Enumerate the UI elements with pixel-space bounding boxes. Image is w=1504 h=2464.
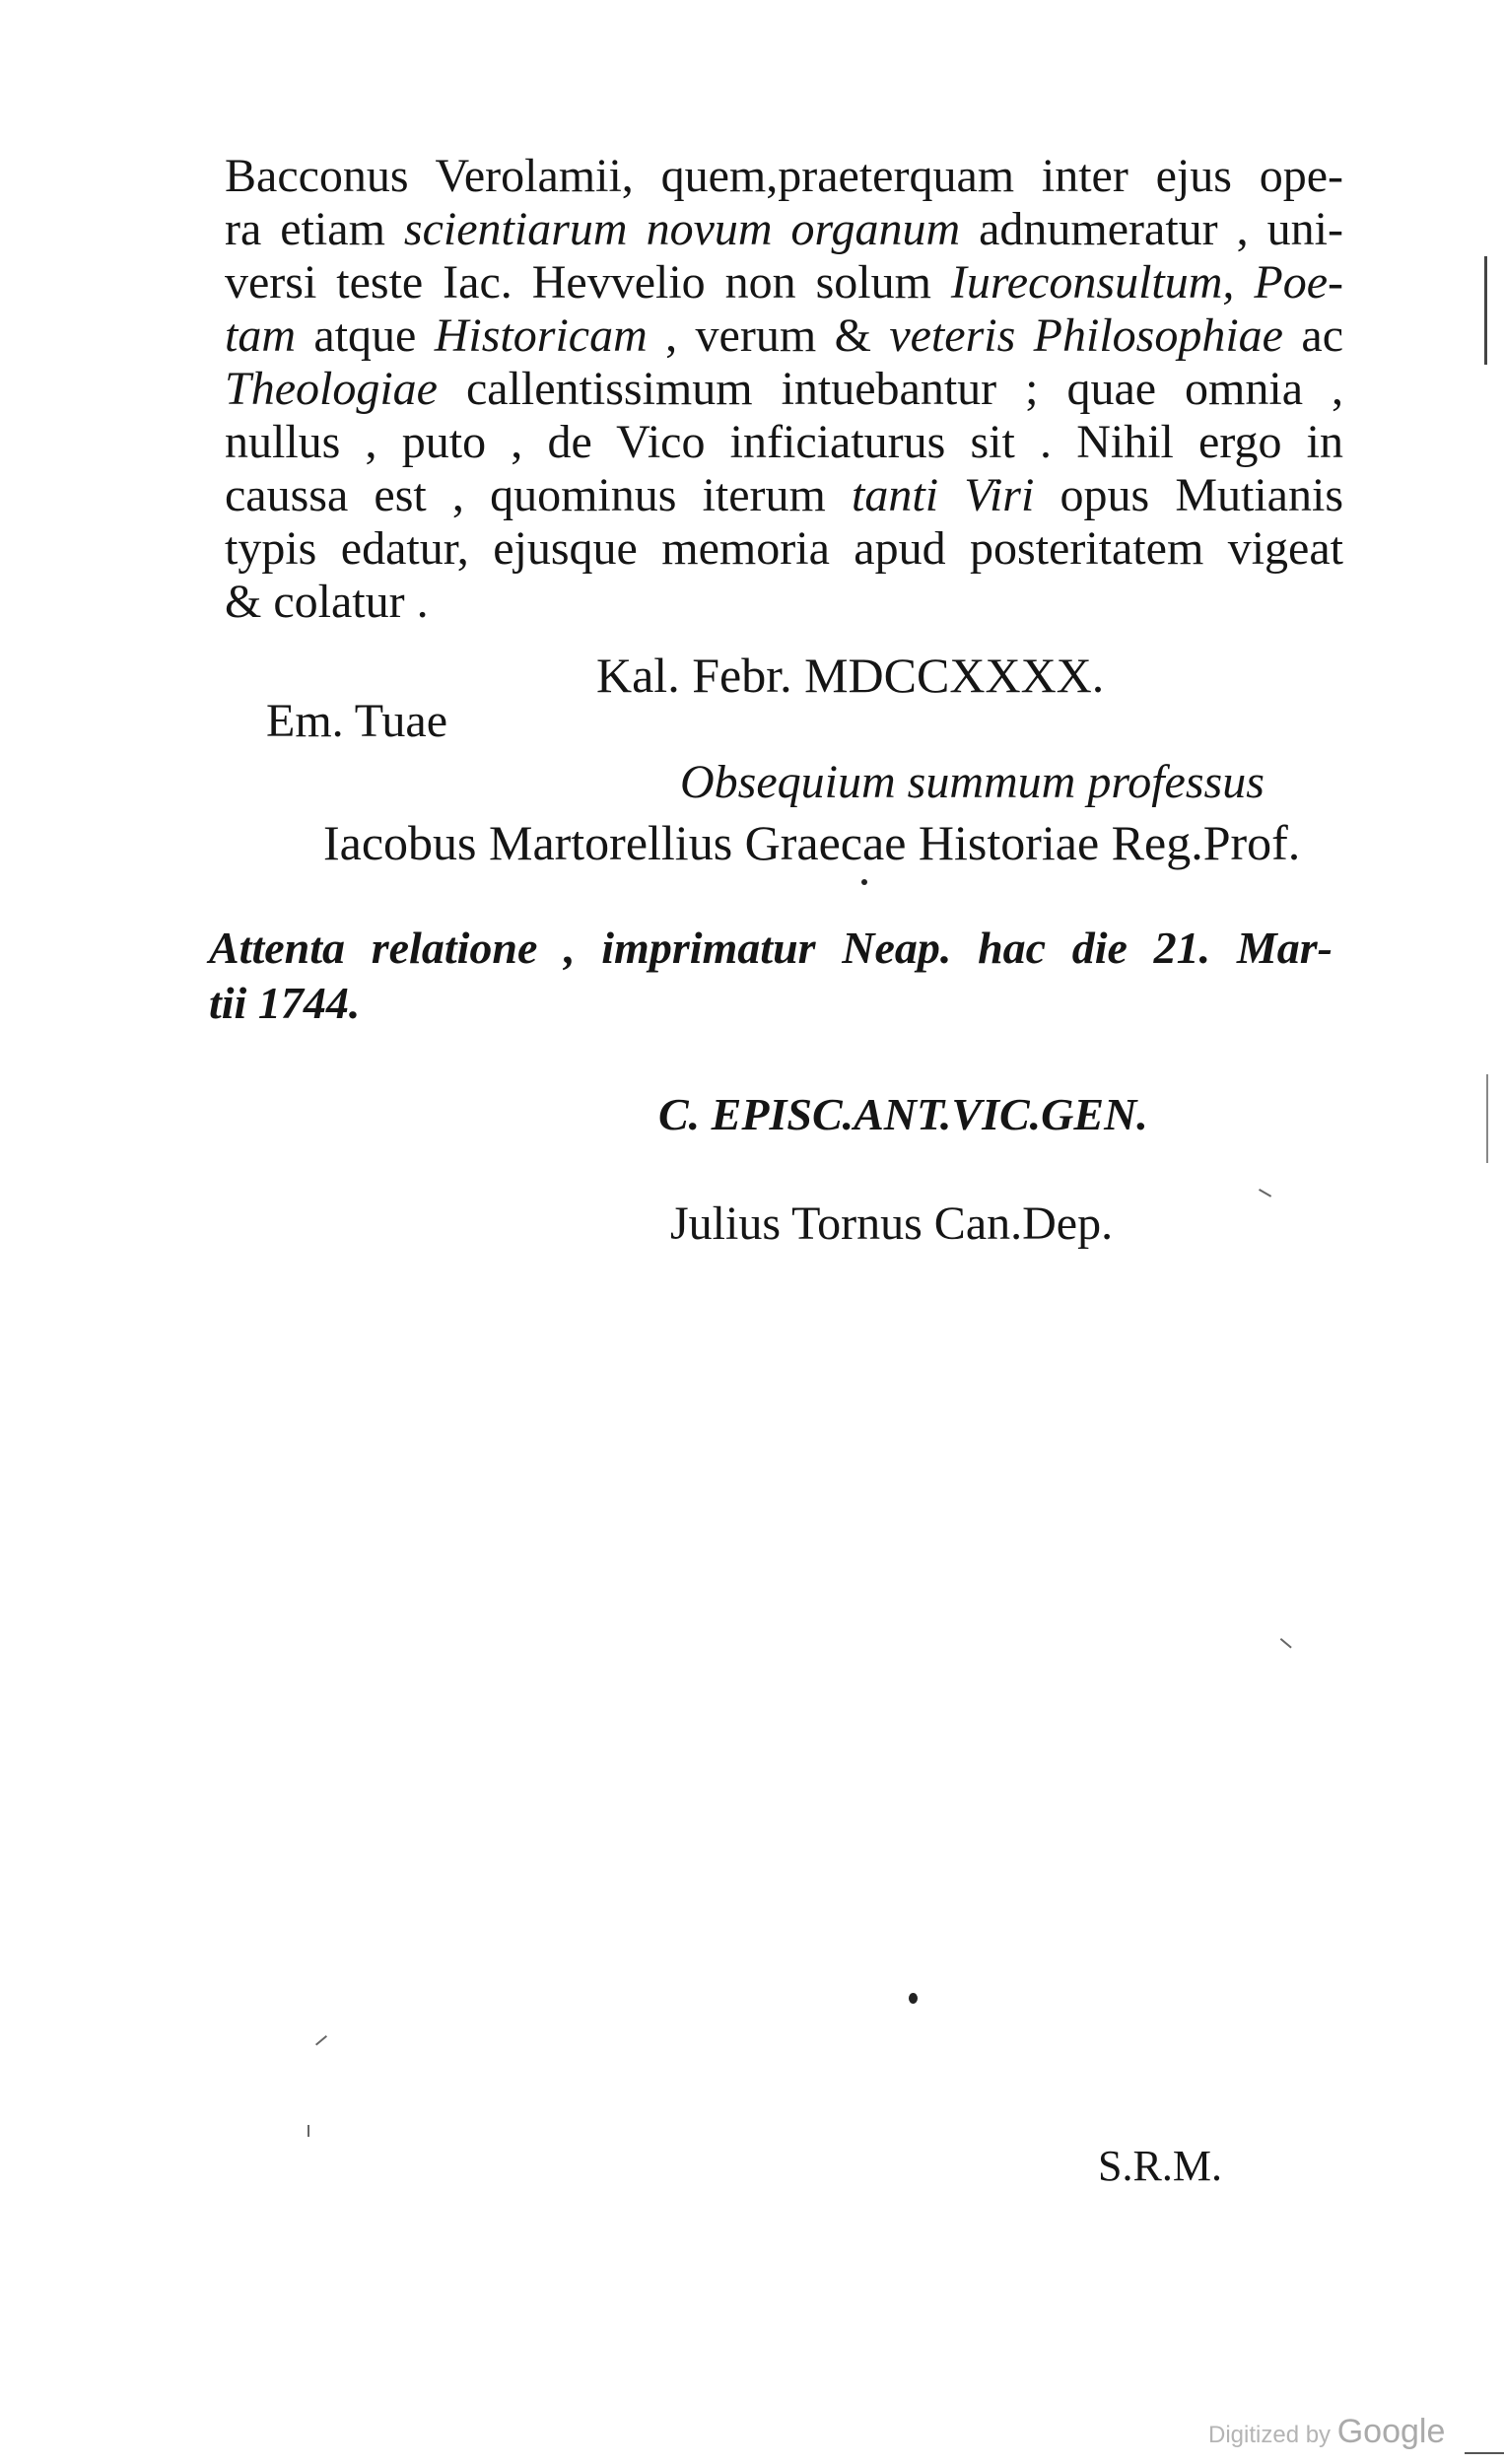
- body-line: Theologiae callentissimum intuebantur ; quae omnia ,: [225, 363, 1343, 415]
- scan-mark: [315, 2035, 327, 2046]
- body-line: versi teste Iac. Hevvelio non solum Iureconsultum, Poe-: [225, 256, 1343, 308]
- italic-phrase: tam: [225, 309, 296, 362]
- body-line: typis edatur, ejusque memoria apud posteritatem vigeat: [225, 522, 1343, 575]
- footer-mark: S.R.M.: [1098, 2142, 1222, 2190]
- closing-formula: Obsequium summum professus: [680, 756, 1265, 808]
- digitization-watermark: [1208, 2413, 1445, 2451]
- episcopal-approval: C. EPISC.ANT.VIC.GEN.: [658, 1089, 1148, 1139]
- ink-speck: [909, 1993, 918, 2004]
- body-line: Bacconus Verolamii, quem,praeterquam inter ejus ope-: [225, 150, 1343, 202]
- author-signature: Iacobus Martorellius Graecae Historiae Reg.Prof.: [323, 815, 1301, 870]
- body-line: tam atque Historicam , verum & veteris Philosophiae ac: [225, 309, 1343, 362]
- scan-edge-line: [1484, 256, 1487, 365]
- scan-mark: [1280, 1638, 1292, 1649]
- italic-phrase: veteris Philosophiae: [889, 309, 1283, 362]
- italic-phrase: Iureconsultum, Poe-: [950, 256, 1343, 308]
- body-paragraph: [225, 150, 1343, 629]
- deputy-signature: Julius Tornus Can.Dep.: [670, 1198, 1114, 1250]
- italic-phrase: scientiarum novum organum: [403, 203, 961, 255]
- italic-phrase: Theologiae: [225, 363, 438, 415]
- italic-phrase: Historicam: [434, 309, 648, 362]
- scan-edge-line: [1465, 2452, 1504, 2454]
- salutation: Em. Tuae: [266, 695, 448, 747]
- italic-phrase: tanti Viri: [852, 469, 1035, 521]
- body-line: & colatur .: [225, 576, 429, 628]
- scan-mark: [1259, 1189, 1271, 1198]
- watermark-prefix: Digitized by: [1208, 2422, 1332, 2448]
- ink-speck: [861, 879, 867, 885]
- body-line: ra etiam scientiarum novum organum adnumeratur , uni-: [225, 203, 1344, 255]
- body-line: caussa est , quominus iterum tanti Viri opus Mutianis: [225, 469, 1343, 521]
- imprimatur-line-2: tii 1744.: [209, 978, 361, 1028]
- google-logo: Google: [1336, 2413, 1446, 2450]
- letter-date: Kal. Febr. MDCCXXXX.: [596, 648, 1105, 703]
- scan-edge-line: [1486, 1074, 1488, 1163]
- imprimatur-line-1: Attenta relatione , imprimatur Neap. hac die 21. Mar-: [209, 923, 1333, 973]
- scan-mark: [308, 2125, 309, 2137]
- body-line: nullus , puto , de Vico inficiaturus sit . Nihil ergo in: [225, 416, 1343, 468]
- imprimatur-block: [209, 921, 1333, 1031]
